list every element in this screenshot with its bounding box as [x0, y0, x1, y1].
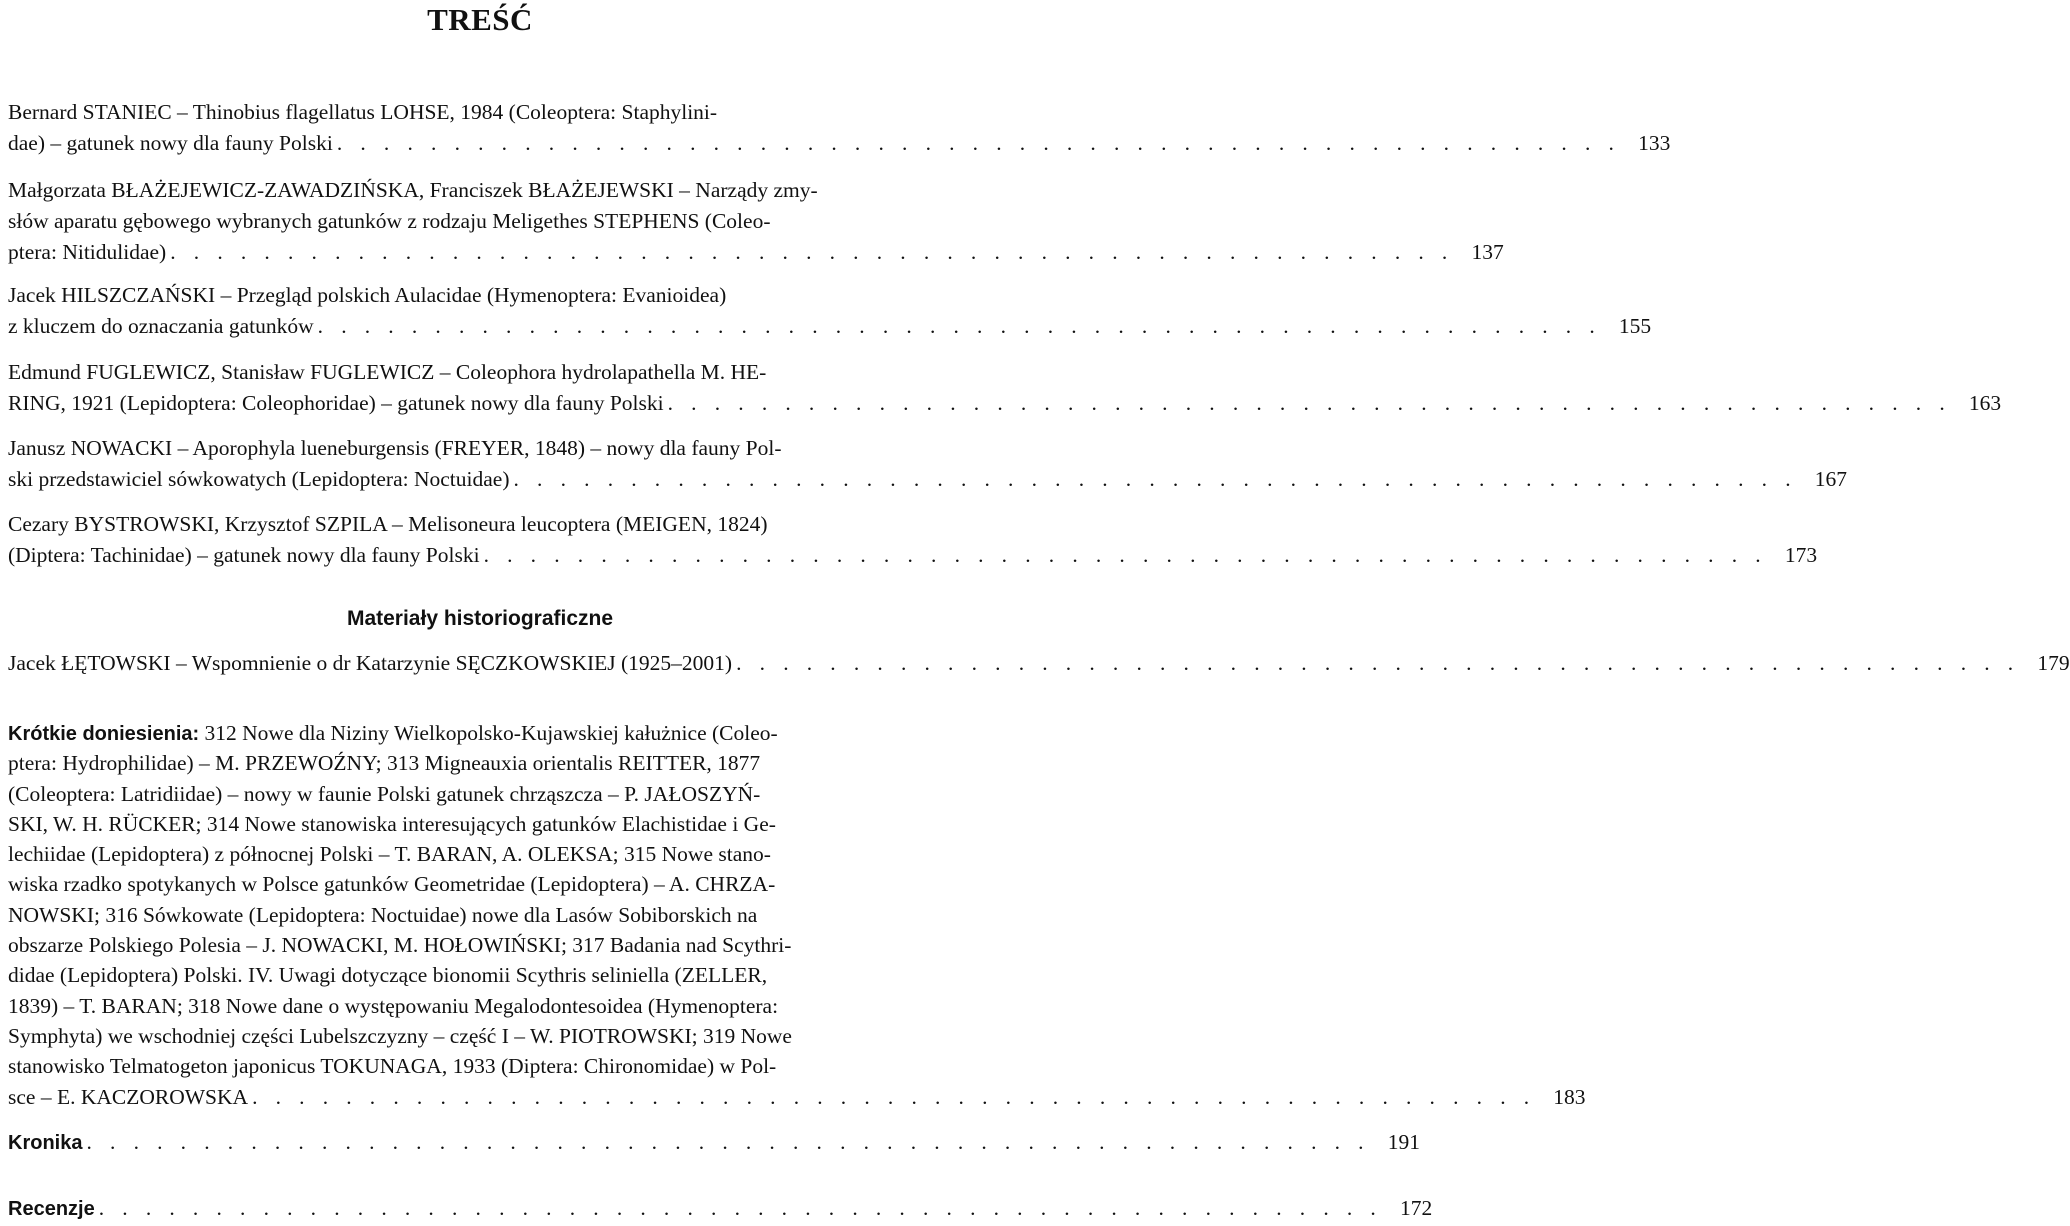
toc-entry-line: stanowisko Telmatogeton japonicus TOKUNAGA, 1933 (Diptera: Chironomidae) w Pol- — [8, 1054, 777, 1079]
toc-entry-chronicle[interactable] — [8, 1127, 1420, 1158]
toc-entry-line: didae (Lepidoptera) Polski. IV. Uwagi dotyczące bionomii Scythris seliniella (ZELLER, — [8, 963, 768, 988]
toc-entry-line: słów aparatu gębowego wybranych gatunków z rodzaju Meligethes STEPHENS (Coleo- — [8, 209, 771, 233]
page-number: 163 — [1968, 391, 2002, 415]
toc-entry[interactable] — [8, 648, 2070, 679]
toc-entry-line: SKI, W. H. RÜCKER; 314 Nowe stanowiska interesujących gatunków Elachistidae i Ge- — [8, 811, 776, 836]
toc-entry-line: (Diptera: Tachinidae) – gatunek nowy dla fauny Polski — [8, 543, 480, 567]
toc-entry[interactable] — [8, 357, 2002, 419]
toc-entry-line: Jacek ŁĘTOWSKI – Wspomnienie o dr Katarzynie SĘCZKOWSKIEJ (1925–2001) — [8, 651, 733, 675]
entry-lead: Kronika — [8, 1132, 83, 1154]
toc-entry[interactable] — [8, 280, 1652, 342]
toc-entry-line: Symphyta) we wschodniej części Lubelszczyzny – część I – W. PIOTROWSKI; 319 Nowe — [8, 1023, 792, 1048]
toc-entry[interactable] — [8, 175, 1504, 268]
page-number: 173 — [1784, 543, 1818, 567]
leader-dots: . . . . . . . . . . . . . . . . . . . . . . . . . . . . . . . . . . . . . . . . . . . . . . . . . . . . . . . — [483, 543, 1768, 567]
page-number: 172 — [1399, 1196, 1433, 1220]
toc-entry-line: wiska rzadko spotykanych w Polsce gatunków Geometridae (Lepidoptera) – A. CHRZA- — [8, 872, 776, 897]
page-number: 191 — [1387, 1130, 1420, 1154]
toc-entry-line: ski przedstawiciel sówkowatych (Lepidoptera: Noctuidae) — [8, 467, 510, 491]
toc-entry-line: dae) – gatunek nowy dla fauny Polski — [8, 131, 333, 155]
toc-entry-line: NOWSKI; 316 Sówkowate (Lepidoptera: Noctuidae) nowe dla Lasów Sobiborskich na — [8, 902, 758, 927]
toc-entry-line: 1839) – T. BARAN; 318 Nowe dane o występowaniu Megalodontesoidea (Hymenoptera: — [8, 993, 779, 1018]
toc-entry-short-notes[interactable] — [8, 718, 1586, 1112]
leader-dots: . . . . . . . . . . . . . . . . . . . . . . . . . . . . . . . . . . . . . . . . . . . . . . . . . . . . . . . — [252, 1084, 1536, 1109]
entry-lead: Recenzje — [8, 1198, 95, 1220]
toc-entry[interactable] — [8, 509, 1818, 571]
toc-entry-line: (Coleoptera: Latridiidae) – nowy w faunie Polski gatunek chrząszcza – P. JAŁOSZYŃ- — [8, 781, 761, 806]
page-number: 167 — [1814, 467, 1847, 491]
toc-entry-line: Edmund FUGLEWICZ, Stanisław FUGLEWICZ – Coleophora hydrolapathella M. HE- — [8, 360, 767, 384]
toc-entry-line: Jacek HILSZCZAŃSKI – Przegląd polskich Aulacidae (Hymenoptera: Evanioidea) — [8, 283, 727, 307]
leader-dots: . . . . . . . . . . . . . . . . . . . . . . . . . . . . . . . . . . . . . . . . . . . . . . . . . . . . . . . — [98, 1196, 1383, 1220]
leader-dots: . . . . . . . . . . . . . . . . . . . . . . . . . . . . . . . . . . . . . . . . . . . . . . . . . . . . . . . — [336, 131, 1621, 155]
page-title: TREŚĆ — [427, 2, 533, 37]
toc-entry-line: z kluczem do oznaczania gatunków — [8, 314, 314, 338]
toc-entry-reviews[interactable] — [8, 1193, 1433, 1224]
page-number: 155 — [1618, 314, 1652, 338]
leader-dots: . . . . . . . . . . . . . . . . . . . . . . . . . . . . . . . . . . . . . . . . . . . . . . . . . . . . . . . — [667, 391, 1952, 415]
toc-entry-line: lechiidae (Lepidoptera) z północnej Polski – T. BARAN, A. OLEKSA; 315 Nowe stano- — [8, 842, 771, 867]
toc-entry-line: sce – E. KACZOROWSKA — [8, 1084, 249, 1109]
entry-lead: Krótkie doniesienia: — [8, 723, 200, 745]
toc-entry-line: RING, 1921 (Lepidoptera: Coleophoridae) – gatunek nowy dla fauny Polski — [8, 391, 664, 415]
leader-dots: . . . . . . . . . . . . . . . . . . . . . . . . . . . . . . . . . . . . . . . . . . . . . . . . . . . . . . . — [86, 1130, 1370, 1154]
toc-entry-line: ptera: Hydrophilidae) – M. PRZEWOŹNY; 313 Migneauxia orientalis REITTER, 1877 — [8, 751, 761, 776]
toc-entry-line: ptera: Nitidulidae) — [8, 240, 167, 264]
toc-entry[interactable] — [8, 433, 1847, 495]
toc-entry-line: 312 Nowe dla Niziny Wielkopolsko-Kujawskiej kałużnice (Coleo- — [199, 721, 778, 745]
page-number: 183 — [1553, 1084, 1586, 1109]
toc-entry-line: Małgorzata BŁAŻEJEWICZ-ZAWADZIŃSKA, Franciszek BŁAŻEJEWSKI – Narządy zmy- — [8, 178, 818, 202]
leader-dots: . . . . . . . . . . . . . . . . . . . . . . . . . . . . . . . . . . . . . . . . . . . . . . . . . . . . . . . — [317, 314, 1602, 338]
leader-dots: . . . . . . . . . . . . . . . . . . . . . . . . . . . . . . . . . . . . . . . . . . . . . . . . . . . . . . . — [170, 240, 1454, 264]
page-number: 133 — [1638, 131, 1671, 155]
toc-entry-line: obszarze Polskiego Polesia – J. NOWACKI, M. HOŁOWIŃSKI; 317 Badania nad Scythri- — [8, 933, 792, 958]
toc-entry-line: Bernard STANIEC – Thinobius flagellatus LOHSE, 1984 (Coleoptera: Staphylini- — [8, 100, 718, 124]
leader-dots: . . . . . . . . . . . . . . . . . . . . . . . . . . . . . . . . . . . . . . . . . . . . . . . . . . . . . . . — [513, 467, 1797, 491]
leader-dots: . . . . . . . . . . . . . . . . . . . . . . . . . . . . . . . . . . . . . . . . . . . . . . . . . . . . . . . — [736, 651, 2020, 675]
toc-entry[interactable] — [8, 97, 1671, 159]
page-number: 179 — [2037, 651, 2070, 675]
toc-entry-line: Janusz NOWACKI – Aporophyla lueneburgensis (FREYER, 1848) – nowy dla fauny Pol- — [8, 436, 782, 460]
section-heading: Materiały historiograficzne — [346, 607, 614, 630]
toc-entry-line: Cezary BYSTROWSKI, Krzysztof SZPILA – Melisoneura leucoptera (MEIGEN, 1824) — [8, 512, 768, 536]
page-number: 137 — [1471, 240, 1504, 264]
